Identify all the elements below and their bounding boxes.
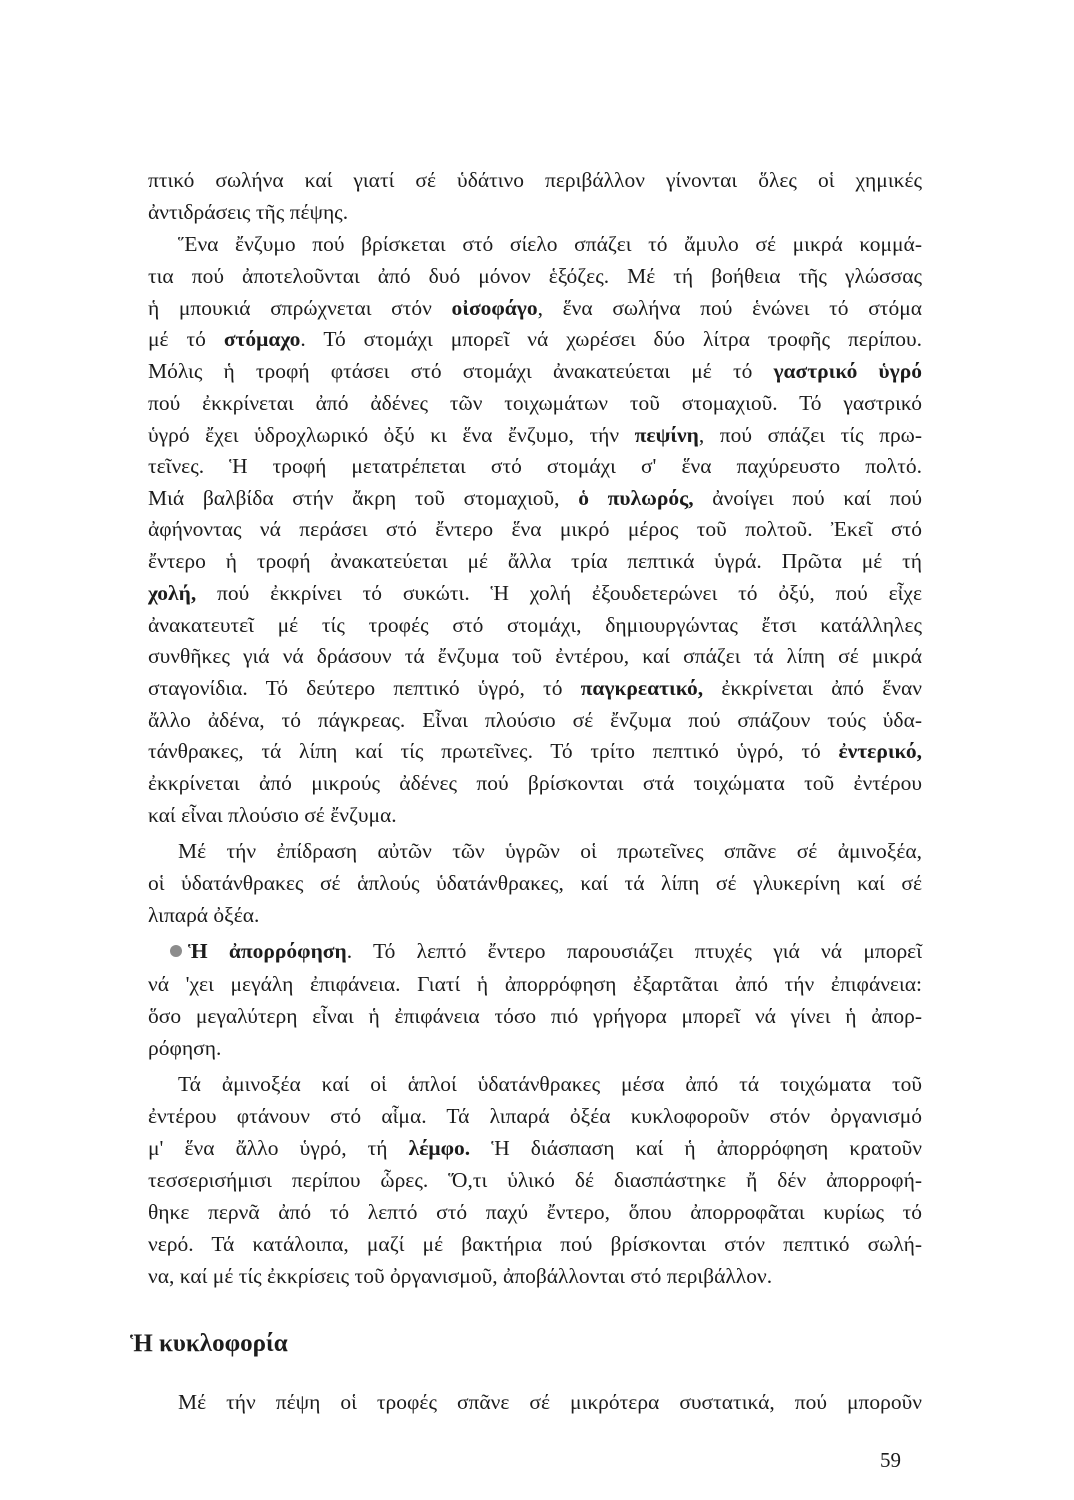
- text-run: Τά ἀμινοξέα καί οἱ ἁπλοί ὑδατάνθρακες μέσα ἀπό τά τοιχώματα τοῦ: [178, 1072, 922, 1096]
- text-run: ὅσο μεγαλύτερη εἶναι ἡ ἐπιφάνεια τόσο πιό γρήγορα μπορεῖ νά γίνει ἡ ἀπορ-: [148, 1004, 922, 1028]
- text-line: [148, 357, 922, 385]
- bold-term: οἰσοφάγο: [451, 296, 538, 320]
- bold-term: λέμφο.: [408, 1136, 471, 1160]
- text-run: να, καί μέ τίς ἐκκρίσεις τοῦ ὀργανισμοῦ, ἀποβάλλονται στό περιβάλλον.: [148, 1264, 773, 1288]
- text-line: [148, 389, 922, 417]
- section-heading: Ἡ κυκλοφορία: [130, 1330, 288, 1357]
- text-line: [148, 579, 922, 607]
- text-line: [148, 294, 922, 322]
- text-run: θηκε περνᾶ ἀπό τό λεπτό στό παχύ ἔντερο, ὅπου ἀπορροφᾶται κυρίως τό: [148, 1200, 922, 1224]
- text-run: Μέ τήν ἐπίδραση αὐτῶν τῶν ὑγρῶν οἱ πρωτεῖνες σπᾶνε σέ ἀμινοξέα,: [178, 839, 922, 863]
- text-run: πτικό σωλήνα καί γιατί σέ ὑδάτινο περιβάλλον γίνονται ὅλες οἱ χημικές: [148, 168, 922, 192]
- bold-term: Ἡ ἀπορρόφηση: [188, 939, 347, 963]
- text-line: [148, 769, 922, 797]
- text-run: ὑγρό ἔχει ὑδροχλωρικό ὀξύ κι ἕνα ἔνζυμο, τήν: [148, 423, 635, 447]
- text-line: [148, 452, 922, 480]
- text-run: τάνθρακες, τά λίπη καί τίς πρωτεῖνες. Τό τρίτο πεπτικό ὑγρό, τό: [148, 739, 839, 763]
- bold-term: πεψίνη: [634, 423, 699, 447]
- text-line: [148, 869, 922, 897]
- text-line: [148, 611, 922, 639]
- text-line: [148, 901, 922, 929]
- text-run: ἄλλο ἀδένα, τό πάγκρεας. Εἶναι πλούσιο σέ ἔνζυμα πού σπάζουν τούς ὑδα-: [148, 708, 922, 732]
- bold-term: ἐντερικό,: [838, 739, 922, 763]
- text-run: ἐντέρου φτάνουν στό αἷμα. Τά λιπαρά ὀξέα κυκλοφοροῦν στόν ὀργανισμό: [148, 1104, 922, 1128]
- text-run: ἐκκρίνεται ἀπό μικρούς ἀδένες πού βρίσκονται στά τοιχώματα τοῦ ἐντέρου: [148, 771, 922, 795]
- text-line: [178, 837, 922, 865]
- bold-term: χολή,: [148, 581, 197, 605]
- text-line: [148, 1134, 922, 1162]
- text-run: τεῖνες. Ἡ τροφή μετατρέπεται στό στομάχι σ' ἕνα παχύρευστο πολτό.: [148, 454, 922, 478]
- text-run: Ἡ διάσπαση καί ἡ ἀπορρόφηση κρατοῦν: [470, 1136, 922, 1160]
- text-run: νερό. Τά κατάλοιπα, μαζί μέ βακτήρια πού βρίσκονται στόν πεπτικό σωλή-: [148, 1232, 922, 1256]
- text-run: ἀνοίγει πού καί πού: [693, 486, 922, 510]
- text-run: ἀφήνοντας νά περάσει στό ἔντερο ἕνα μικρό μέρος τοῦ πολτοῦ. Ἐκεῖ στό: [148, 517, 922, 541]
- text-line: [148, 325, 922, 353]
- text-line: [148, 1034, 922, 1062]
- bold-term: στόμαχο: [223, 327, 301, 351]
- text-run: ἀντιδράσεις τῆς πέψης.: [148, 200, 349, 224]
- text-run: πού ἐκκρίνει τό συκώτι. Ἡ χολή ἐξουδετερώνει τό ὀξύ, πού εἶχε: [196, 581, 922, 605]
- bold-term: γαστρικό ὑγρό: [773, 359, 922, 383]
- text-run: . Τό στομάχι μπορεῖ νά χωρέσει δύο λίτρα τροφῆς περίπου.: [300, 327, 922, 351]
- text-run: καί εἶναι πλούσιο σέ ἔνζυμα.: [148, 803, 397, 827]
- text-run: τια πού ἀποτελοῦνται ἀπό δυό μόνον ἑξόζες. Μέ τή βοήθεια τῆς γλώσσας: [148, 264, 922, 288]
- text-line: [148, 1002, 922, 1030]
- text-line: [178, 1070, 922, 1098]
- text-run: , πού σπάζει τίς πρω-: [698, 423, 922, 447]
- text-run: ἡ μπουκιά σπρώχνεται στόν: [148, 296, 452, 320]
- bold-term: ὁ πυλωρός,: [578, 486, 694, 510]
- text-run: Ἕνα ἔνζυμο πού βρίσκεται στό σίελο σπάζει τό ἄμυλο σέ μικρά κομμά-: [178, 232, 922, 256]
- text-run: Μιά βαλβίδα στήν ἄκρη τοῦ στομαχιοῦ,: [148, 486, 579, 510]
- text-line: [178, 937, 922, 965]
- text-line: [148, 484, 922, 512]
- text-line: [148, 674, 922, 702]
- text-line: [148, 166, 922, 194]
- text-run: . Τό λεπτό ἔντερο παρουσιάζει πτυχές γιά νά μπορεῖ: [346, 939, 922, 963]
- text-line: [148, 1262, 922, 1290]
- text-run: μέ τό: [148, 327, 224, 351]
- text-line: [148, 515, 922, 543]
- text-line: [148, 262, 922, 290]
- text-run: Μόλις ἡ τροφή φτάσει στό στομάχι ἀνακατεύεται μέ τό: [148, 359, 774, 383]
- text-line: [148, 547, 922, 575]
- text-run: τεσσερισήμισι περίπου ὧρες. Ὅ,τι ὑλικό δέ διασπάστηκε ἤ δέν ἀπορροφή-: [148, 1168, 922, 1192]
- text-run: οἱ ὑδατάνθρακες σέ ἁπλούς ὑδατάνθρακες, καί τά λίπη σέ γλυκερίνη καί σέ: [148, 871, 922, 895]
- text-line: [178, 230, 922, 258]
- text-run: σταγονίδια. Τό δεύτερο πεπτικό ὑγρό, τό: [148, 676, 581, 700]
- text-line: [148, 421, 922, 449]
- page-number: 59: [880, 1448, 901, 1472]
- text-line: [148, 970, 922, 998]
- bullet-icon: [170, 945, 182, 957]
- text-run: ἐκκρίνεται ἀπό ἕναν: [703, 676, 922, 700]
- text-run: ἔντερο ἡ τροφή ἀνακατεύεται μέ ἄλλα τρία πεπτικά ὑγρά. Πρῶτα μέ τή: [148, 549, 922, 573]
- text-run: Μέ τήν πέψη οἱ τροφές σπᾶνε σέ μικρότερα συστατικά, πού μποροῦν: [178, 1390, 922, 1414]
- bold-term: παγκρεατικό,: [580, 676, 704, 700]
- text-run: ρόφηση.: [148, 1036, 222, 1060]
- text-line: [148, 1166, 922, 1194]
- text-line: [148, 737, 922, 765]
- text-line: [148, 642, 922, 670]
- text-line: [148, 1102, 922, 1130]
- text-run: ἀνακατευτεῖ μέ τίς τροφές στό στομάχι, δημιουργώντας ἔτσι κατάλληλες: [148, 613, 922, 637]
- text-line: [148, 801, 922, 829]
- text-run: λιπαρά ὀξέα.: [148, 903, 260, 927]
- text-run: νά 'χει μεγάλη ἐπιφάνεια. Γιατί ἡ ἀπορρόφηση ἐξαρτᾶται ἀπό τήν ἐπιφάνεια:: [148, 972, 922, 996]
- text-line: [148, 1230, 922, 1258]
- text-run: , ἕνα σωλήνα πού ἑνώνει τό στόμα: [537, 296, 922, 320]
- text-line: [148, 198, 922, 226]
- text-line: [178, 1388, 922, 1416]
- text-run: μ' ἕνα ἄλλο ὑγρό, τή: [148, 1136, 409, 1160]
- text-line: [148, 1198, 922, 1226]
- text-run: συνθῆκες γιά νά δράσουν τά ἔνζυμα τοῦ ἐντέρου, καί σπάζει τά λίπη σέ μικρά: [148, 644, 922, 668]
- text-line: [148, 706, 922, 734]
- text-run: πού ἐκκρίνεται ἀπό ἀδένες τῶν τοιχωμάτων τοῦ στομαχιοῦ. Τό γαστρικό: [148, 391, 922, 415]
